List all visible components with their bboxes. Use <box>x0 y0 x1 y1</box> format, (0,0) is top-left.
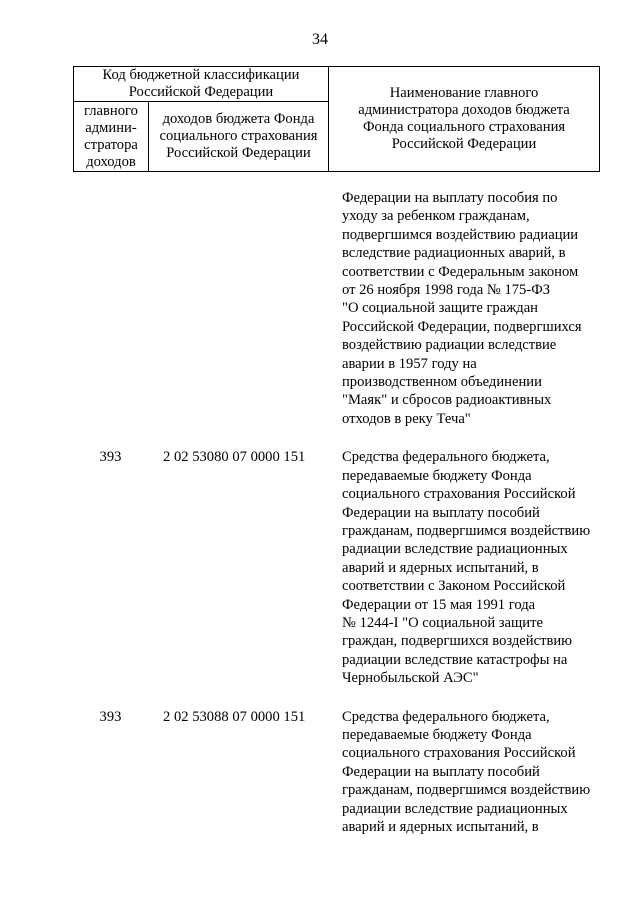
name-line: передаваемые бюджету Фонда <box>342 726 532 743</box>
budget-classification-group-title: Код бюджетной классификации Российской Федерации <box>102 67 300 101</box>
name-header-line: Российской Федерации <box>391 136 537 152</box>
admin-header-line: админи- <box>85 119 137 136</box>
name-line: № 1244-I "О социальной защите <box>342 614 543 631</box>
name-line: Средства федерального бюджета, <box>342 708 550 725</box>
name-line: воздействию радиации вследствие <box>342 337 557 354</box>
admin-code-cell: 393 <box>99 449 122 466</box>
name-line: социального страхования Российской <box>342 486 576 503</box>
name-line: вследствие радиационных аварий, в <box>342 245 566 262</box>
name-line: граждан, подвергшихся воздействию <box>342 633 573 650</box>
name-header-line: Фонда социального страхования <box>362 119 566 135</box>
admin-header-line: доходов <box>86 153 136 170</box>
name-line: подвергшимся воздействию радиации <box>342 226 579 243</box>
main-administrator-header <box>74 102 149 172</box>
name-line: Федерации от 15 мая 1991 года <box>342 596 536 613</box>
page-number: 34 <box>312 31 328 48</box>
revenue-name-cell <box>328 708 599 837</box>
revenue-code-cell: 2 02 53080 07 0000 151 <box>163 449 306 466</box>
name-line: "О социальной защите граждан <box>342 300 538 317</box>
revenue-code-header <box>149 102 329 172</box>
name-line: радиации вследствие радиационных <box>342 800 568 817</box>
revenue-header-line: Российской Федерации <box>166 145 311 162</box>
classification-rows <box>73 189 599 836</box>
name-line: Федерации на выплату пособия по <box>342 190 558 206</box>
name-header-line: Наименование главного <box>389 85 539 101</box>
budget-classification-group-header <box>74 67 329 102</box>
name-line: Средства федерального бюджета, <box>342 449 550 466</box>
admin-header-line: стратора <box>84 136 138 153</box>
name-line: аварий и ядерных испытаний, в <box>342 819 539 835</box>
name-line: отходов в реку Теча" <box>342 410 471 427</box>
revenue-name-cell <box>328 189 599 428</box>
name-line: соответствии с Законом Российской <box>342 578 566 595</box>
name-line: радиации вследствие радиационных <box>342 541 568 558</box>
name-line: аварий и ядерных испытаний, в <box>342 559 539 576</box>
name-line: Федерации на выплату пособий <box>342 763 540 780</box>
name-line: Российской Федерации, подвергшихся <box>342 318 582 335</box>
name-line: Федерации на выплату пособий <box>342 504 540 521</box>
name-line: от 26 ноября 1998 года № 175-ФЗ <box>342 282 551 299</box>
name-line: соответствии с Федеральным законом <box>342 263 579 280</box>
name-line: аварии в 1957 году на <box>342 355 477 372</box>
admin-header-line: главного <box>84 102 138 119</box>
name-line: гражданам, подвергшимся воздействию <box>342 782 591 799</box>
name-header-line: администратора доходов бюджета <box>358 102 570 118</box>
name-line: Чернобыльской АЭС" <box>342 670 479 687</box>
revenue-code-cell: 2 02 53088 07 0000 151 <box>163 708 306 725</box>
name-line: "Маяк" и сбросов радиоактивных <box>342 392 552 409</box>
administrator-name-header <box>329 67 600 172</box>
revenue-header-line: доходов бюджета Фонда <box>162 111 315 128</box>
name-line: гражданам, подвергшимся воздействию <box>342 522 591 539</box>
name-line: производственном объединении <box>342 374 542 391</box>
table-row <box>73 448 599 687</box>
name-line: передаваемые бюджету Фонда <box>342 467 532 484</box>
revenue-name-cell <box>328 448 599 687</box>
table-row <box>73 189 599 428</box>
name-line: уходу за ребенком гражданам, <box>342 208 530 225</box>
revenue-header-line: социального страхования <box>159 128 318 145</box>
table-row <box>73 708 599 837</box>
name-line: радиации вследствие катастрофы на <box>342 651 568 668</box>
classification-header-table <box>73 66 600 172</box>
name-line: социального страхования Российской <box>342 745 576 762</box>
admin-code-cell: 393 <box>99 708 122 725</box>
